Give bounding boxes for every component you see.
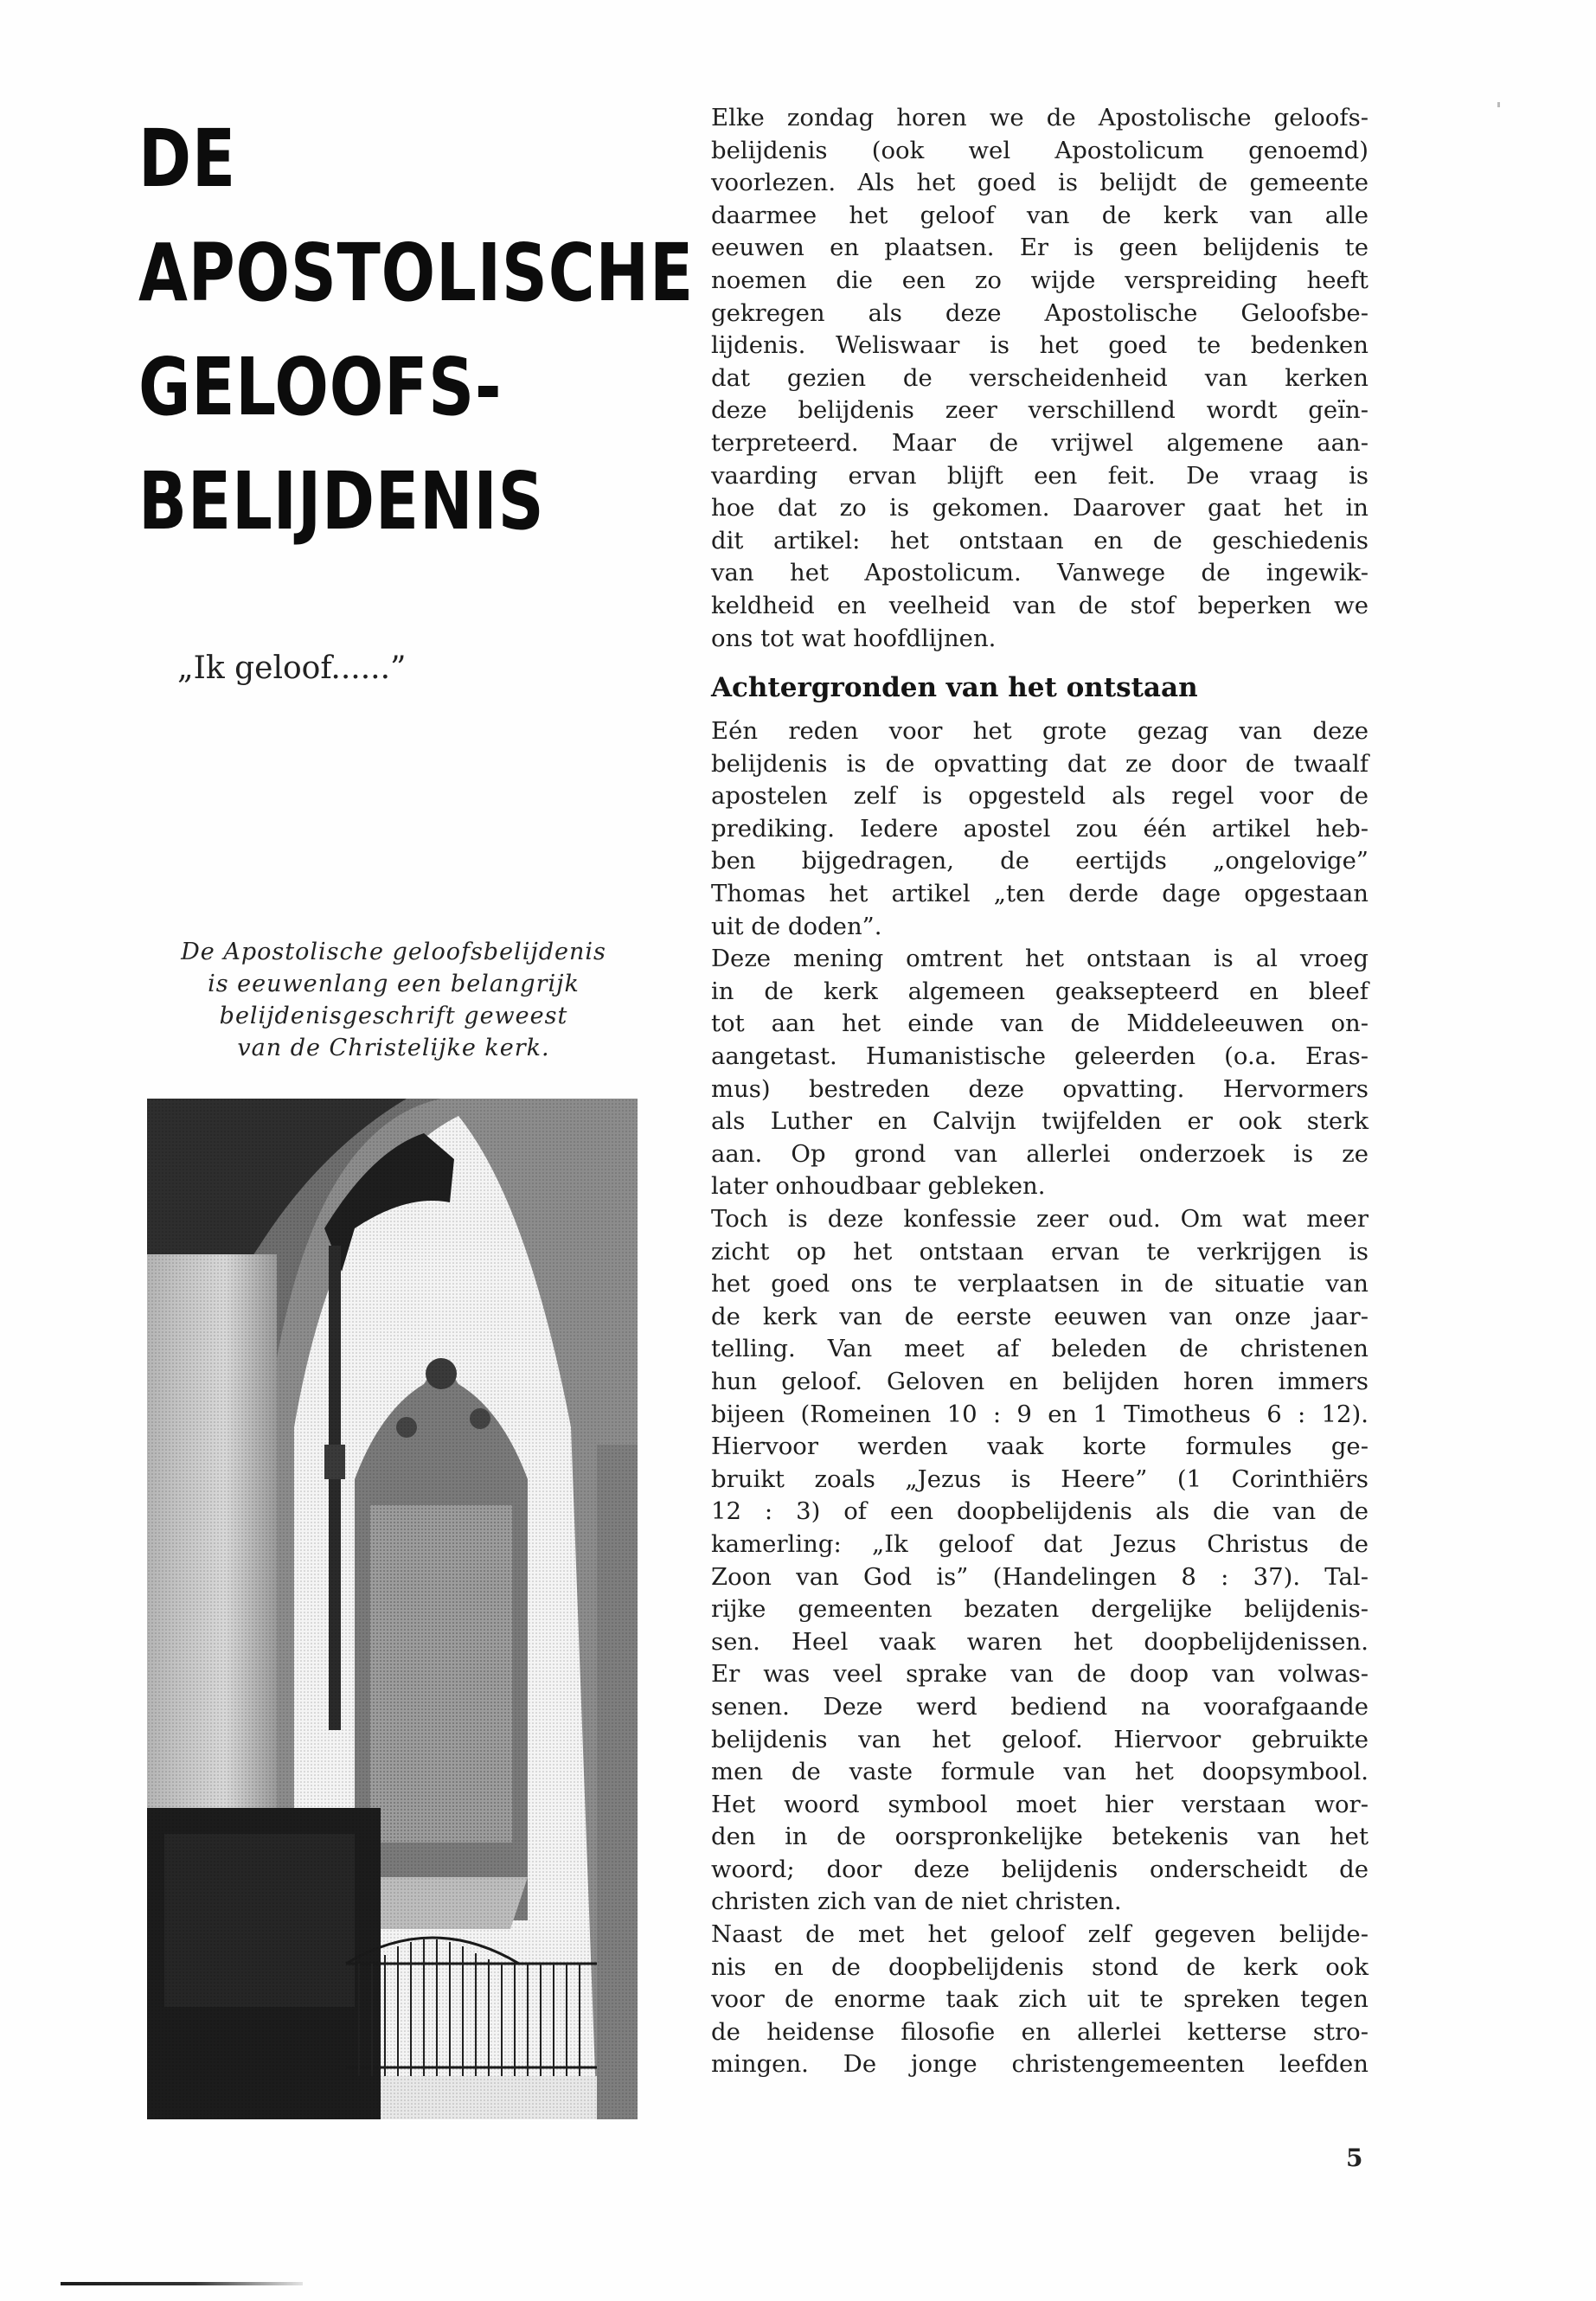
footer-rule	[61, 2282, 303, 2285]
intro-paragraph	[711, 102, 1368, 655]
text-line: belijdenis van het geloof. Hiervoor gebruikte	[711, 1725, 1368, 1753]
page-number: 5	[1346, 2144, 1363, 2172]
text-line: zicht op het ontstaan ervan te verkrijgen is	[711, 1237, 1368, 1266]
text-line: daarmee het geloof van de kerk van alle	[711, 201, 1368, 229]
text-line: het goed ons te verplaatsen in de situatie van	[711, 1270, 1368, 1298]
text-line: Eén reden voor het grote gezag van deze	[711, 717, 1368, 746]
text-line: belijdenis (ook wel Apostolicum genoemd)	[711, 136, 1368, 164]
text-line: als Luther en Calvijn twijfelden er ook sterk	[711, 1107, 1368, 1136]
text-line: Elke zondag horen we de Apostolische geloofs-	[711, 104, 1368, 131]
text-line: in de kerk algemeen geaksepteerd en bleef	[711, 977, 1368, 1005]
church-interior-photo	[147, 1099, 638, 2119]
text-line: christen zich van de niet christen.	[711, 1888, 1122, 1916]
title-line: DE	[138, 112, 236, 205]
text-line: gekregen als deze Apostolische Geloofsbe-	[711, 298, 1368, 327]
text-line: Zoon van God is” (Handelingen 8 : 37). Tal-	[711, 1562, 1368, 1591]
text-line: terpreteerd. Maar de vrijwel algemene aan-	[711, 428, 1368, 457]
text-line: lijdenis. Weliswaar is het goed te bedenken	[711, 331, 1368, 360]
caption-line: belijdenisgeschrift geweest	[219, 1003, 568, 1029]
text-line: mingen. De jonge christengemeenten leefden	[711, 2050, 1368, 2079]
text-line: de kerk van de eerste eeuwen van onze jaar-	[711, 1302, 1368, 1330]
text-line: Toch is deze konfessie zeer oud. Om wat meer	[711, 1205, 1368, 1233]
photo-caption	[138, 936, 649, 1064]
text-line: aan. Op grond van allerlei onderzoek is ze	[711, 1139, 1368, 1168]
caption-line: De Apostolische geloofsbelijdenis	[181, 939, 606, 965]
text-line: keldheid en veelheid van de stof beperken we	[711, 591, 1368, 619]
text-line: ons tot wat hoofdlijnen.	[711, 624, 997, 652]
text-line: Naast de met het geloof zelf gegeven belijde-	[711, 1920, 1368, 1949]
scan-speck	[1497, 102, 1500, 107]
text-line: apostelen zelf is opgesteld als regel voor de	[711, 782, 1368, 811]
text-line: deze belijdenis zeer verschillend wordt geïn-	[711, 396, 1368, 425]
text-line: kamerling: „Ik geloof dat Jezus Christus de	[711, 1529, 1368, 1558]
text-line: men de vaste formule van het doopsymbool.	[711, 1758, 1368, 1786]
section-heading: Achtergronden van het ontstaan	[711, 672, 1198, 704]
text-line: dit artikel: het ontstaan en de geschiedenis	[711, 526, 1368, 554]
text-line: ben bijgedragen, de eertijds „ongelovige”	[711, 847, 1368, 875]
text-line: hun geloof. Geloven en belijden horen immers	[711, 1367, 1368, 1395]
text-line: 12 : 3) of een doopbelijdenis als die van de	[711, 1497, 1368, 1526]
text-line: hoe dat zo is gekomen. Daarover gaat het in	[711, 494, 1368, 522]
text-line: later onhoudbaar gebleken.	[711, 1172, 1046, 1201]
text-line: voorlezen. Als het goed is belijdt de gemeente	[711, 169, 1368, 197]
pull-quote: „Ik geloof......”	[177, 651, 407, 686]
text-line: nis en de doopbelijdenis stond de kerk ook	[711, 1952, 1368, 1981]
text-line: dat gezien de verscheidenheid van kerken	[711, 363, 1368, 392]
text-line: uit de doden”.	[711, 912, 882, 940]
title-line: APOSTOLISCHE	[138, 227, 695, 319]
caption-line: is eeuwenlang een belangrijk	[208, 971, 580, 997]
text-line: Thomas het artikel „ten derde dage opgestaan	[711, 880, 1368, 908]
text-line: prediking. Iedere apostel zou één artikel heb-	[711, 814, 1368, 843]
text-line: tot aan het einde van de Middeleeuwen on-	[711, 1009, 1368, 1038]
title-line: GELOOFS-	[138, 341, 503, 433]
caption-line: van de Christelijke kerk.	[237, 1035, 550, 1061]
article-body	[711, 102, 1368, 2081]
photo-illustration	[147, 1099, 638, 2119]
text-line: Het woord symbool moet hier verstaan wor-	[711, 1790, 1368, 1818]
text-line: sen. Heel vaak waren het doopbelijdenissen.	[711, 1627, 1368, 1656]
text-line: den in de oorspronkelijke betekenis van het	[711, 1823, 1368, 1851]
text-line: senen. Deze werd bediend na voorafgaande	[711, 1692, 1368, 1721]
text-line: belijdenis is de opvatting dat ze door de twaalf	[711, 749, 1368, 778]
title-line: BELIJDENIS	[138, 455, 545, 548]
text-line: Er was veel sprake van de doop van volwas-	[711, 1660, 1368, 1689]
text-line: voor de enorme taak zich uit te spreken tegen	[711, 1985, 1368, 2014]
text-line: bijeen (Romeinen 10 : 9 en 1 Timotheus 6 : 12).	[711, 1400, 1368, 1428]
text-line: Deze mening omtrent het ontstaan is al vroeg	[711, 945, 1368, 973]
text-line: rijke gemeenten bezaten dergelijke belijdenis-	[711, 1595, 1368, 1624]
text-line: noemen die een zo wijde verspreiding heeft	[711, 266, 1368, 294]
text-line: eeuwen en plaatsen. Er is geen belijdenis te	[711, 234, 1368, 262]
article-title	[138, 102, 695, 559]
text-line: woord; door deze belijdenis onderscheidt de	[711, 1855, 1368, 1883]
text-line: Hiervoor werden vaak korte formules ge-	[711, 1433, 1368, 1461]
text-line: van het Apostolicum. Vanwege de ingewik-	[711, 559, 1368, 587]
text-line: mus) bestreden deze opvatting. Hervormers	[711, 1074, 1368, 1103]
text-line: bruikt zoals „Jezus is Heere” (1 Corinthiërs	[711, 1465, 1368, 1493]
section-paragraphs	[711, 715, 1368, 2081]
text-line: vaarding ervan blijft een feit. De vraag is	[711, 461, 1368, 490]
text-line: de heidense filosofie en allerlei ketterse stro-	[711, 2017, 1368, 2046]
text-line: telling. Van meet af beleden de christenen	[711, 1335, 1368, 1363]
text-line: aangetast. Humanistische geleerden (o.a. Eras-	[711, 1042, 1368, 1071]
